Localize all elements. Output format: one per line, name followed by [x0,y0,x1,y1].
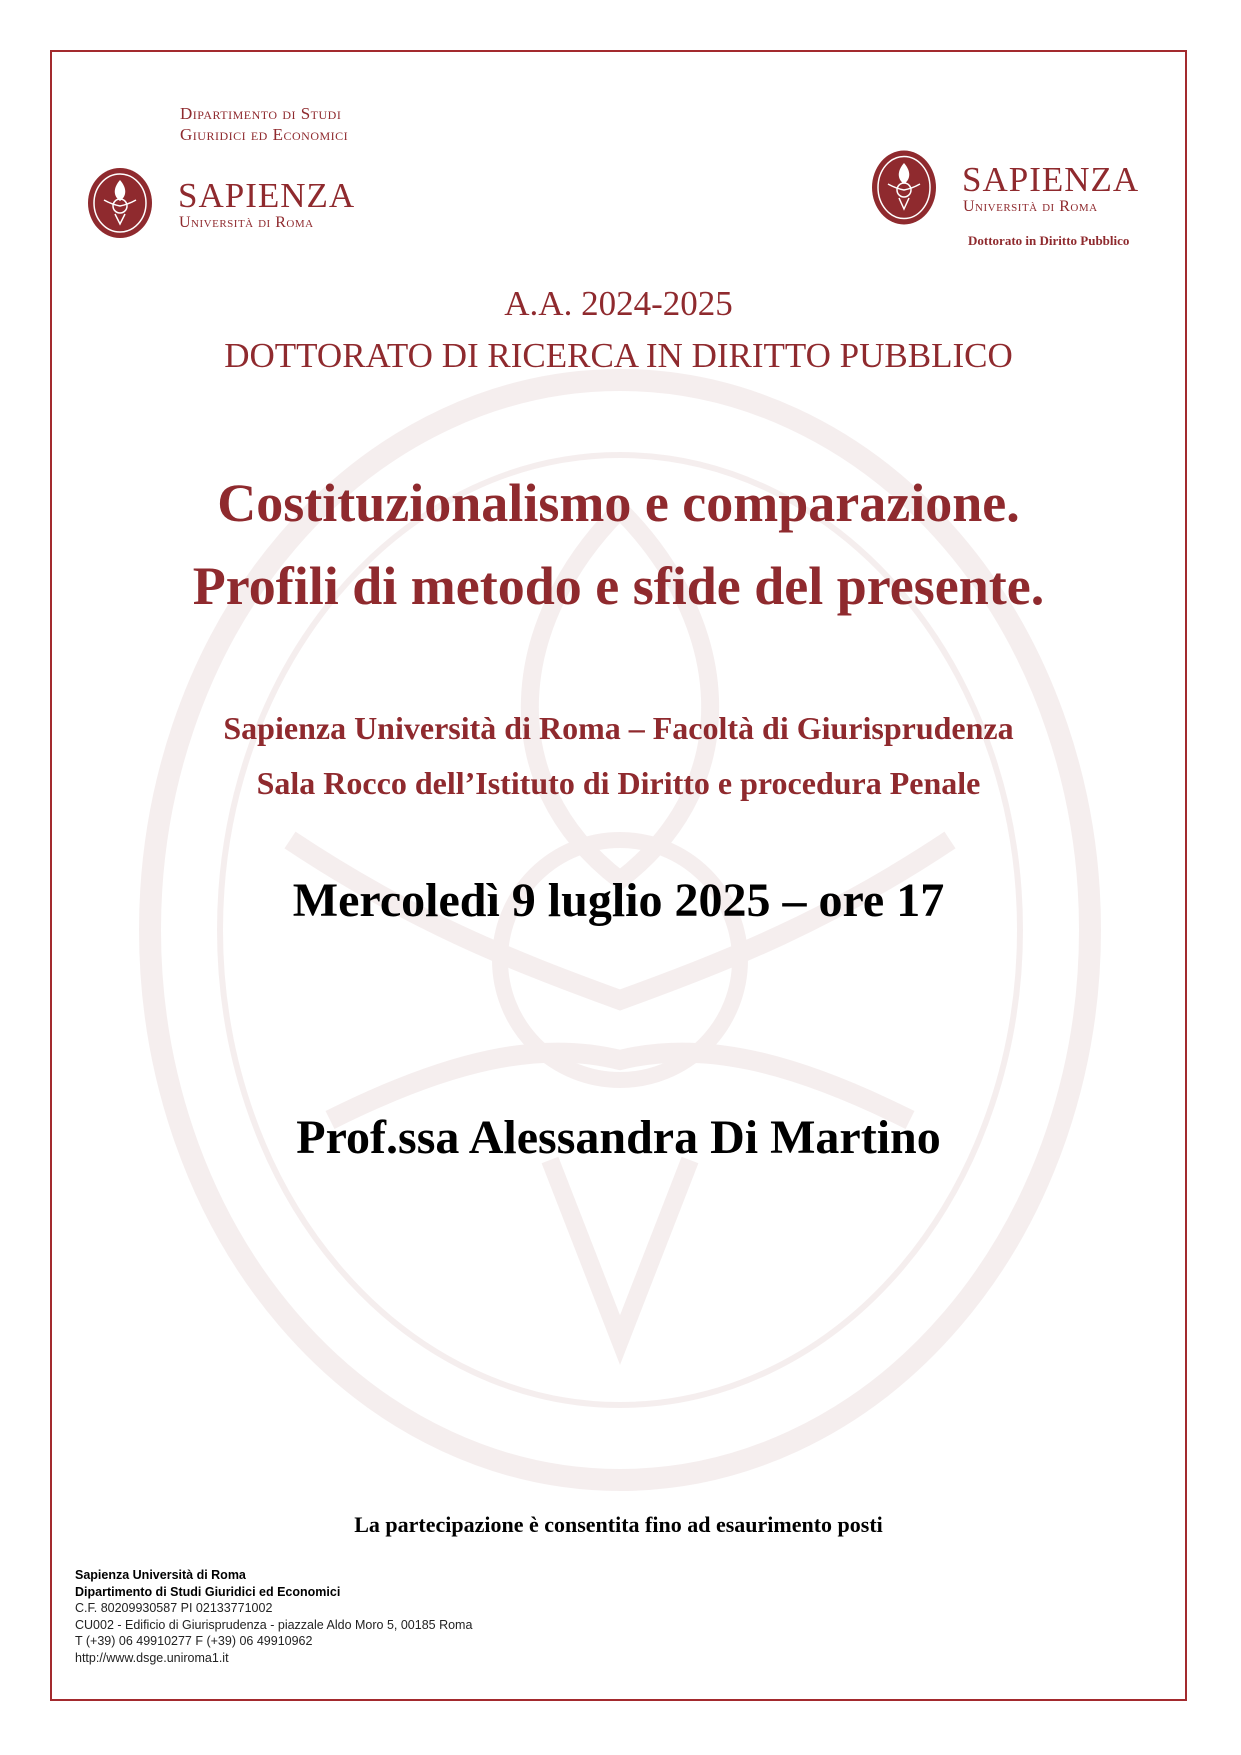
footer-contacts [75,1567,472,1666]
sapienza-wordmark-right: SAPIENZA [962,160,1140,199]
academic-year: A.A. 2024-2025 [504,284,733,323]
venue-line-2: Sala Rocco dell’Istituto di Diritto e procedura Penale [256,765,981,801]
program-title: DOTTORATO DI RICERCA IN DIRITTO PUBBLICO [224,336,1013,375]
event-title-line-1: Costituzionalismo e comparazione. [217,473,1020,533]
event-title-line-2: Profili di metodo e sfide del presente. [192,556,1045,616]
sapienza-wordmark-left: SAPIENZA [178,176,356,215]
sapienza-subtitle-right: Università di Roma [963,198,1098,215]
footer-org: Sapienza Università di Roma [75,1568,246,1582]
department-line-2: Giuridici ed Economici [180,125,349,144]
sapienza-subtitle-left: Università di Roma [179,214,314,231]
event-date-time: Mercoledì 9 luglio 2025 – ore 17 [292,874,945,927]
footer-department: Dipartimento di Studi Giuridici ed Economici [75,1584,341,1599]
speaker-name: Prof.ssa Alessandra Di Martino [296,1111,941,1164]
doctorate-label: Dottorato in Diritto Pubblico [968,233,1130,248]
attendance-notice: La partecipazione è consentita fino ad esaurimento posti [354,1512,883,1537]
sapienza-seal-right-icon [870,148,938,227]
department-name [180,103,348,145]
sapienza-seal-left-icon [86,166,154,240]
footer-address: CU002 - Edificio di Giurisprudenza - piazzale Aldo Moro 5, 00185 Roma [75,1617,473,1632]
footer-tax-ids: C.F. 80209930587 PI 02133771002 [75,1601,273,1615]
footer-phone: T (+39) 06 49910277 F (+39) 06 49910962 [75,1634,313,1648]
department-line-1: Dipartimento di Studi [180,104,342,123]
venue-line-1: Sapienza Università di Roma – Facoltà di Giurisprudenza [223,710,1014,746]
footer-website-link[interactable]: http://www.dsge.uniroma1.it [75,1650,229,1665]
